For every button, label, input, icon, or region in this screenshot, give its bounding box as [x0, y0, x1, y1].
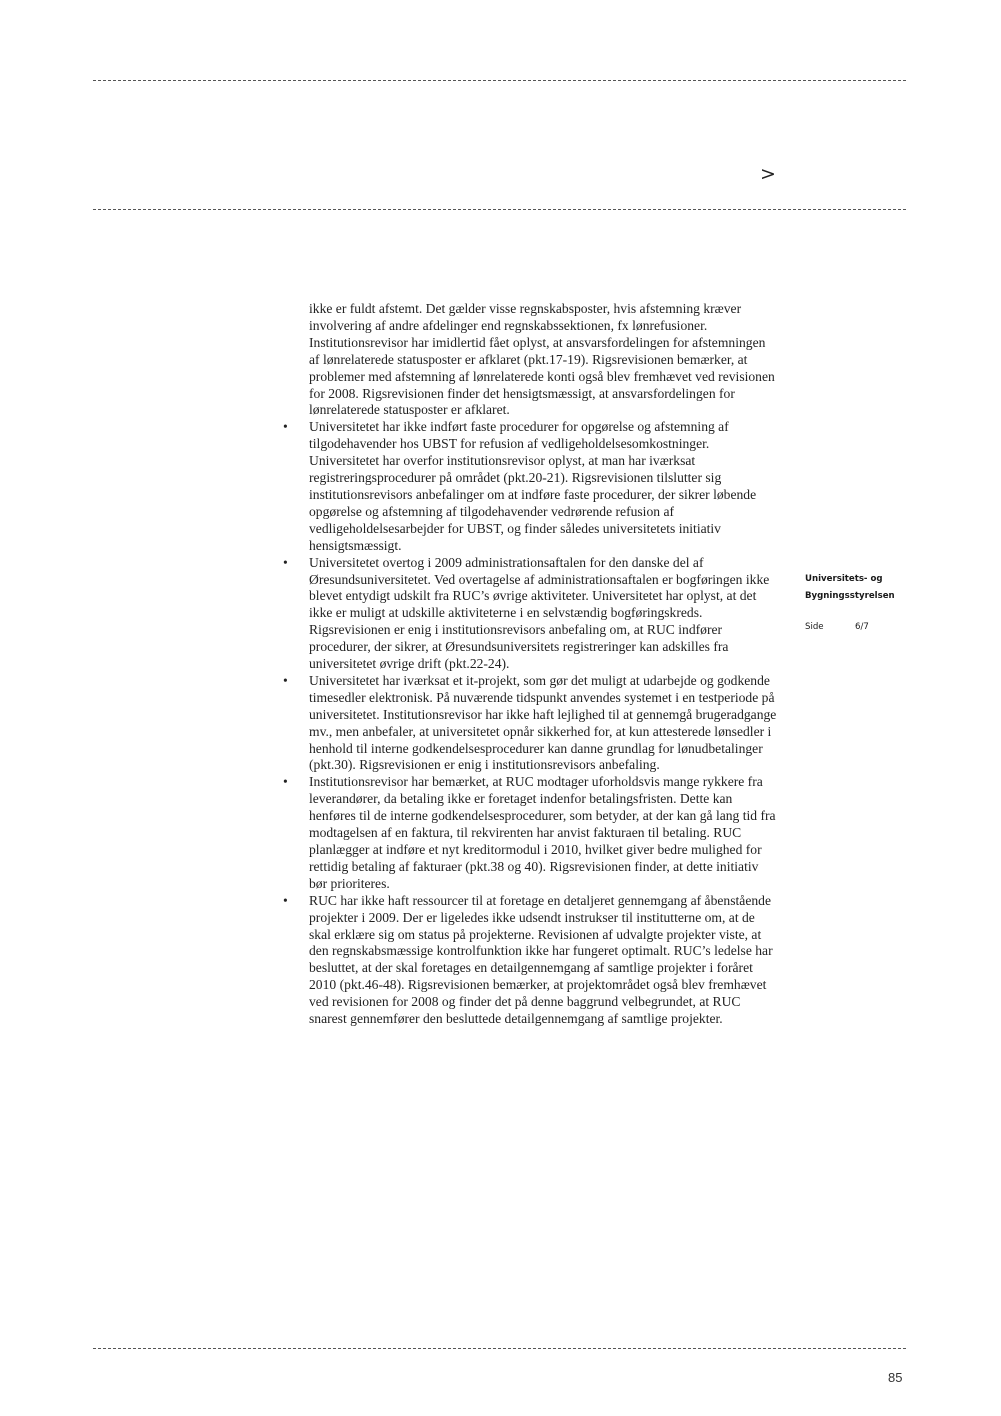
bullet-marker: •	[283, 554, 288, 570]
bullet-marker: •	[283, 774, 288, 790]
header-bottom-rule	[93, 209, 906, 210]
organization-line-1: Universitets- og	[805, 574, 883, 584]
bullet-marker: •	[283, 672, 288, 688]
footer-rule	[93, 1348, 906, 1349]
page-label: Side	[805, 622, 824, 632]
list-item	[283, 774, 779, 892]
list-item	[283, 419, 779, 554]
sidebar-organization	[805, 571, 895, 605]
header-arrow: >	[760, 163, 776, 185]
body-text	[283, 301, 779, 1028]
list-item-text: RUC har ikke haft ressourcer til at foretage en detaljeret gennemgang af åbenstående projekter i 2009. Der er ligeledes ikke udsendt instrukser til institutterne om, at de skal erklære sig om status på projekterne. Revisionen af udvalgte projekter viste, at den regnskabsmæssige kontrolfunktion ikke har fungeret optimalt. RUC’s ledelse har besluttet, at der skal foretages en detailgennemgang af samtlige projekter i foråret 2010 (pkt.46-48). Rigsrevisionen bemærker, at projektområdet også blev fremhævet ved revisionen for 2008 og finder det på denne baggrund velbegrundet, at RUC snarest gennemfører den besluttede detailgennemgang af samtlige projekter.	[309, 892, 773, 1027]
list-item-text: Institutionsrevisor har bemærket, at RUC modtager uforholdsvis mange rykkere fra leverandører, da betaling ikke er foretaget indenfor betalingsfristen. Dette kan henføres til de interne godkendelsesprocedurer, som betyder, at der kan gå lang tid fra modtagelsen af en faktura, til rekvirenten har anvist fakturaen til betaling. RUC planlægger at indføre et nyt kreditormodul i 2010, hvilket giver bedre mulighed for rettidig betaling af fakturaer (pkt.38 og 40). Rigsrevisionen finder, at dette initiativ bør prioriteres.	[309, 774, 776, 891]
list-item-text: Universitetet overtog i 2009 administrationsaftalen for den danske del af Øresundsuniversitetet. Ved overtagelse af administrationsaftalen er bogføringen ikke blevet entydigt udskilt fra RUC’s øvrige aktiviteter. Universitetet har oplyst, at det ikke er muligt at udskille aktiviteterne i en selvstændig bogføringskreds. Rigsrevisionen er enig i institutionsrevisors anbefaling om, at RUC indfører procedurer, der sikrer, at Øresundsuniversitets registreringer kan adskilles fra universitetet øvrige drift (pkt.22-24).	[309, 554, 770, 672]
sidebar-page-indicator	[805, 622, 869, 632]
list-item	[283, 892, 779, 1028]
list-item-text: Universitetet har iværksat et it-projekt, som gør det muligt at udarbejde og godkende timesedler elektronisk. På nuværende tidspunkt anvendes systemet i en testperiode på universitetet. Institutionsrevisor har ikke haft lejlighed til at gennemgå brugeradgange mv., men anbefaler, at universitetet opnår sikkerhed for, at kun attesterede lønsedler i henhold til interne godkendelsesprocedurer kan danne grundlag for lønudbetalinger (pkt.30). Rigsrevisionen er enig i institutionsrevisors anbefaling.	[309, 672, 777, 773]
list-item	[283, 672, 779, 774]
bullet-marker: •	[283, 419, 288, 435]
page-number: 85	[888, 1370, 903, 1385]
intro-paragraph: ikke er fuldt afstemt. Det gælder visse regnskabsposter, hvis afstemning kræver involvering af andre afdelinger end regnskabssektionen, fx lønrefusioner. Institutionsrevisor har imidlertid fået oplyst, at ansvarsfordelingen for afstemningen af lønrelaterede statusposter er afklaret (pkt.17-19). Rigsrevisionen bemærker, at problemer med afstemning af lønrelaterede konti også blev fremhævet ved revisionen for 2008. Rigsrevisionen finder det hensigtsmæssigt, at ansvarsfordelingen for lønrelaterede statusposter er afklaret.	[309, 301, 775, 418]
list-item-text: Universitetet har ikke indført faste procedurer for opgørelse og afstemning af tilgodehavender hos UBST for refusion af vedligeholdelsesomkostninger. Universitetet har overfor institutionsrevisor oplyst, at man har iværksat registreringsprocedurer på området (pkt.20-21). Rigsrevisionen tilslutter sig institutionsrevisors anbefalinger om at indføre faste procedurer, der sikrer løbende opgørelse og afstemning af tilgodehavender vedrørende refusion af vedligeholdelsesarbejder for UBST, og finder således universitetets initiativ hensigtsmæssigt.	[309, 419, 757, 553]
bullet-list	[283, 419, 779, 1028]
bullet-marker: •	[283, 892, 288, 908]
header-top-rule	[93, 80, 906, 81]
page-value: 6/7	[855, 622, 869, 632]
list-item	[283, 554, 779, 673]
organization-line-2: Bygningsstyrelsen	[805, 591, 895, 601]
